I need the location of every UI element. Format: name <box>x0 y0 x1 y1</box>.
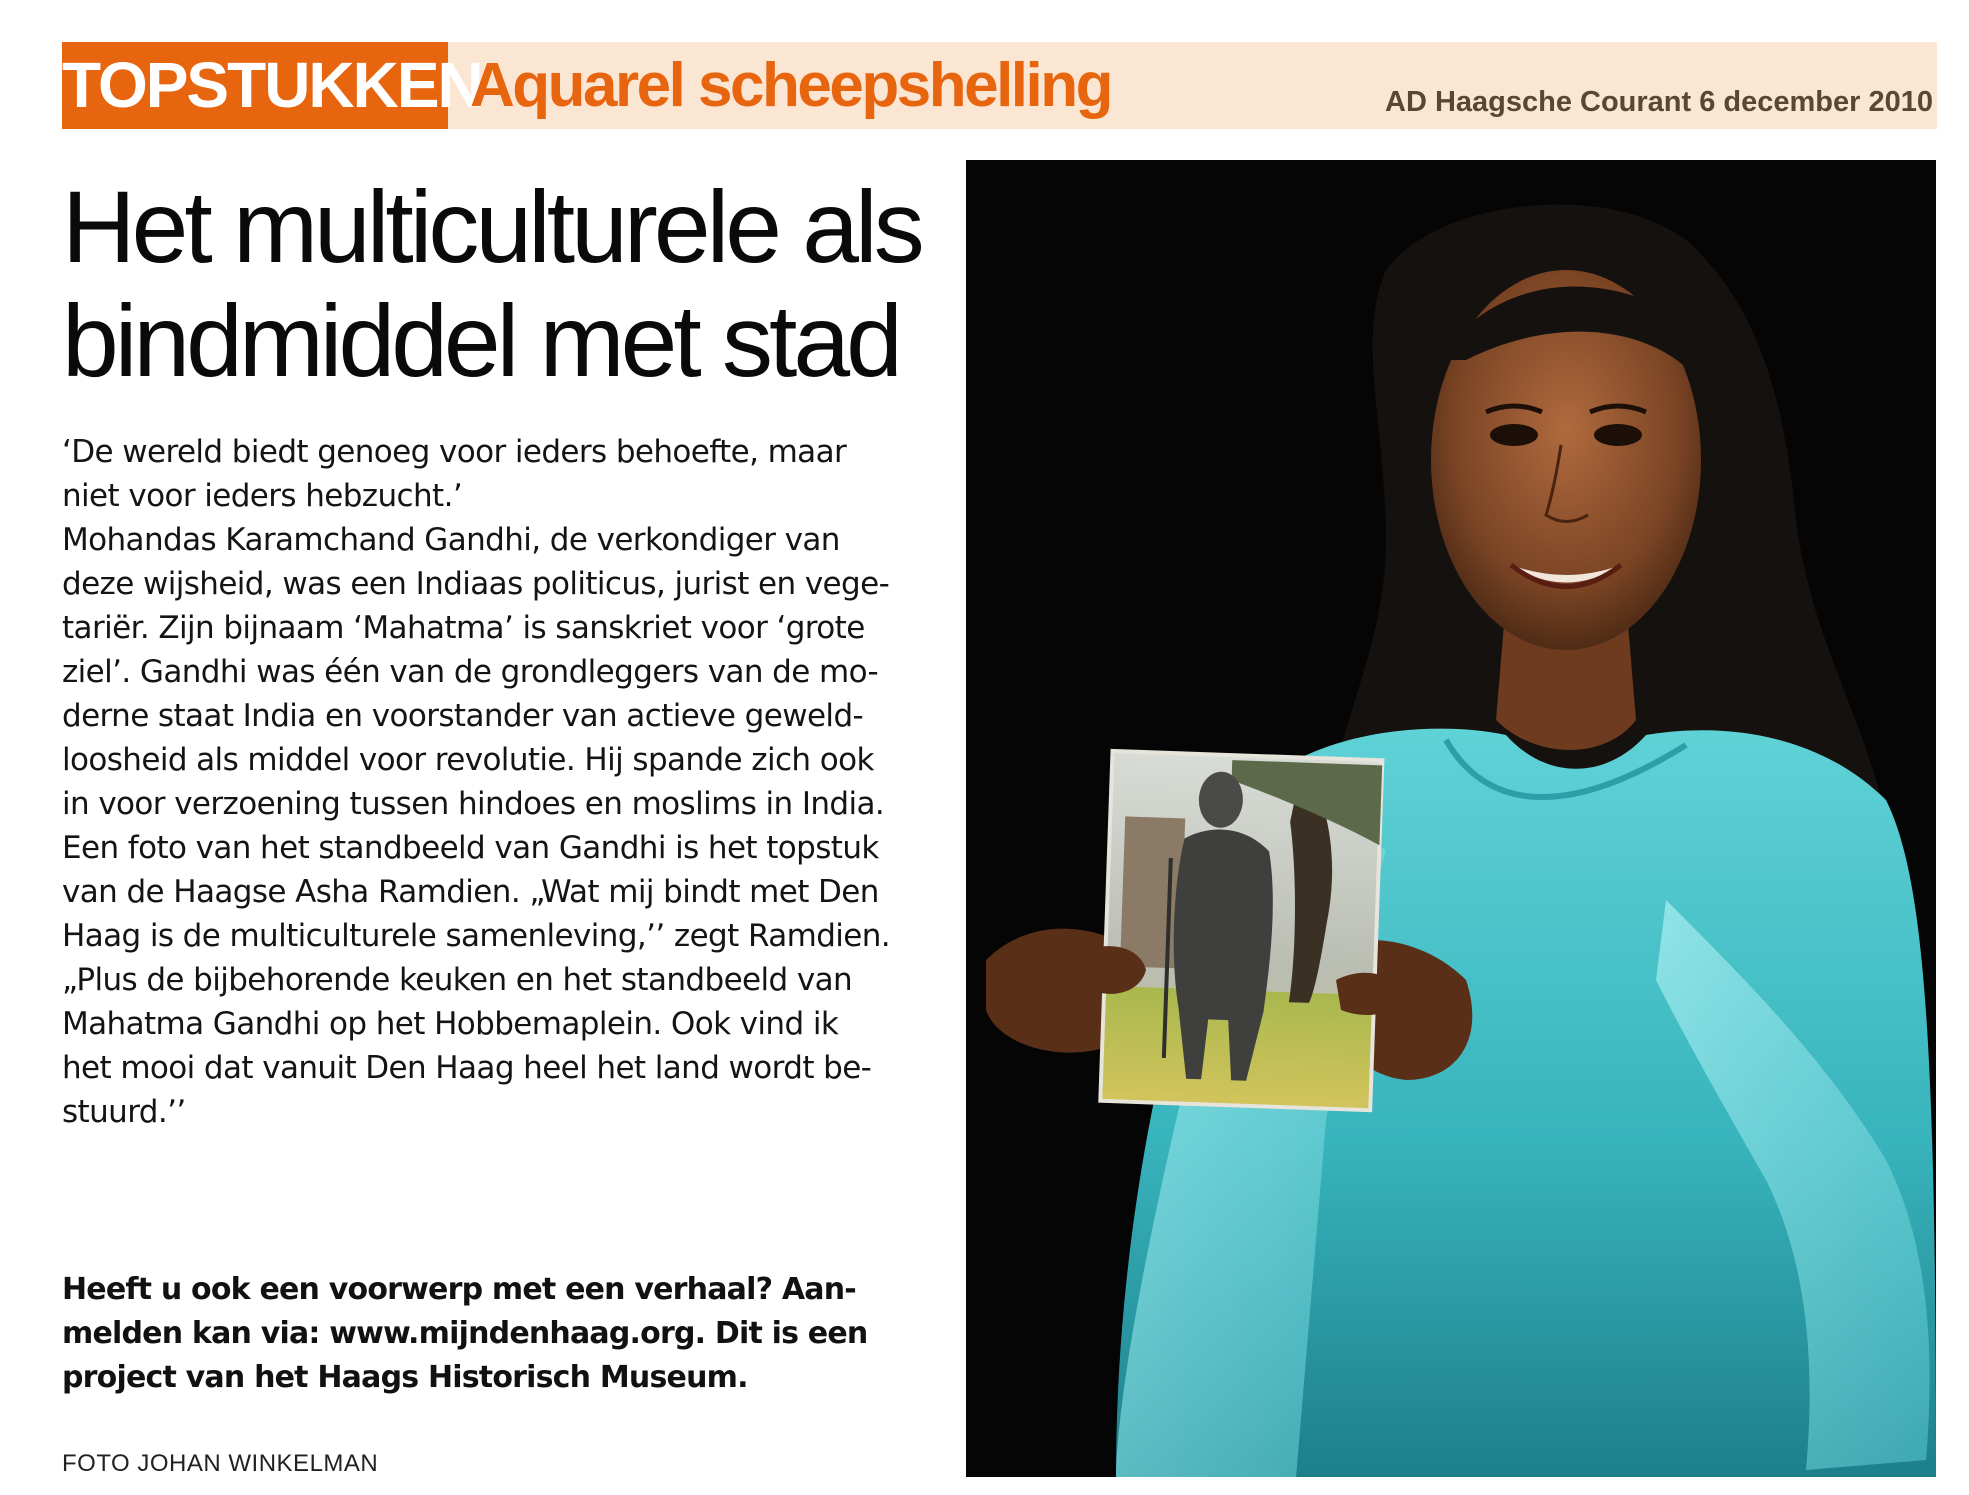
body-line: het mooi dat vanuit Den Haag heel het land wordt be- <box>62 1050 872 1086</box>
body-line: Haag is de multiculturele samenleving,’’ zegt Ramdien. <box>62 918 891 954</box>
photo-credit: FOTO JOHAN WINKELMAN <box>62 1450 379 1477</box>
right-eye <box>1594 424 1642 446</box>
body-line: derne staat India en voorstander van actieve geweld- <box>62 698 864 734</box>
left-eye <box>1490 424 1538 446</box>
body-line: deze wijsheid, was een Indiaas politicus, jurist en vege- <box>62 566 890 602</box>
body-line: van de Haagse Asha Ramdien. „Wat mij bindt met Den <box>62 874 879 910</box>
callout-line: project van het Haags Historisch Museum. <box>62 1360 748 1395</box>
callout-line: Heeft u ook een voorwerp met een verhaal? Aan- <box>62 1272 856 1307</box>
body-line: Mohandas Karamchand Gandhi, de verkondiger van <box>62 522 840 558</box>
body-line: tariër. Zijn bijnaam ‘Mahatma’ is sanskriet voor ‘grote <box>62 610 865 646</box>
body-line: loosheid als middel voor revolutie. Hij spande zich ook <box>62 742 874 778</box>
body-line: in voor verzoening tussen hindoes en moslims in India. <box>62 786 885 822</box>
headline-line: bindmiddel met stad <box>62 284 899 398</box>
body-line: ‘De wereld biedt genoeg voor ieders behoefte, maar <box>62 434 847 470</box>
body-line: „Plus de bijbehorende keuken en het standbeeld van <box>62 962 853 998</box>
headline <box>62 170 962 398</box>
body-line: ziel’. Gandhi was één van de grondleggers van de mo- <box>62 654 879 690</box>
source-line: AD Haagsche Courant 6 december 2010 <box>1385 86 1933 118</box>
body-line: stuurd.’’ <box>62 1094 186 1130</box>
body-line: Mahatma Gandhi op het Hobbemaplein. Ook vind ik <box>62 1006 839 1042</box>
section-tag: TOPSTUKKEN <box>62 42 448 129</box>
callout-box <box>62 1268 932 1400</box>
body-line: niet voor ieders hebzucht.’ <box>62 478 463 514</box>
article-body <box>62 430 932 1134</box>
headline-line: Het multiculturele als <box>62 170 921 284</box>
section-title: Aquarel scheepshelling <box>470 51 1111 120</box>
held-photograph <box>1100 751 1382 1110</box>
body-line: Een foto van het standbeeld van Gandhi is het topstuk <box>62 830 879 866</box>
portrait-photo <box>966 160 1936 1477</box>
portrait-illustration <box>966 160 1936 1477</box>
callout-line: melden kan via: www.mijndenhaag.org. Dit is een <box>62 1316 868 1351</box>
